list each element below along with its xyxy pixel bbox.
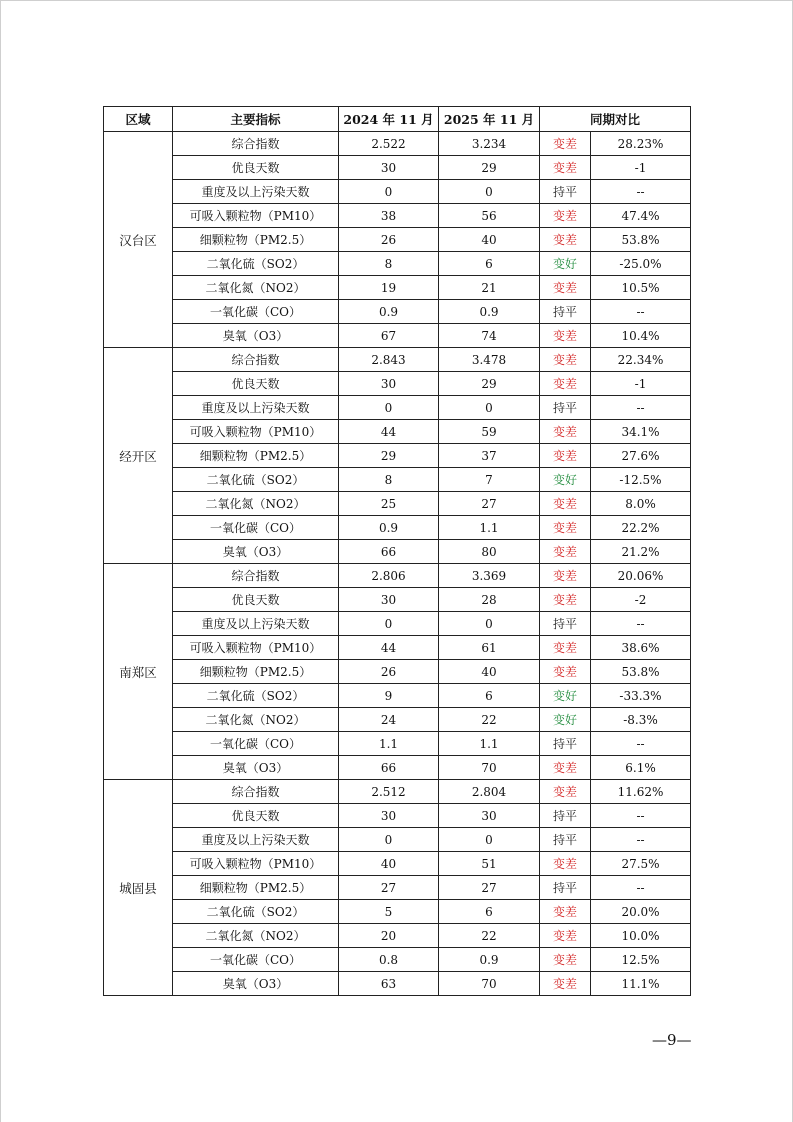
region-name: 汉台区 xyxy=(104,132,173,348)
indicator-name: 臭氧（O3） xyxy=(173,972,339,996)
value-2024: 20 xyxy=(339,924,439,948)
indicator-name: 优良天数 xyxy=(173,588,339,612)
trend-label: 变差 xyxy=(540,540,591,564)
indicator-name: 可吸入颗粒物（PM10） xyxy=(173,204,339,228)
change-value: 10.5% xyxy=(591,276,691,300)
header-2025: 2025 年 11 月 xyxy=(439,107,540,132)
value-2024: 63 xyxy=(339,972,439,996)
value-2024: 0 xyxy=(339,180,439,204)
change-value: 34.1% xyxy=(591,420,691,444)
table-row xyxy=(104,540,691,564)
trend-label: 持平 xyxy=(540,876,591,900)
indicator-name: 二氧化硫（SO2） xyxy=(173,900,339,924)
value-2025: 22 xyxy=(439,708,540,732)
change-value: 27.6% xyxy=(591,444,691,468)
change-value: 10.4% xyxy=(591,324,691,348)
table-row xyxy=(104,324,691,348)
value-2024: 2.806 xyxy=(339,564,439,588)
indicator-name: 细颗粒物（PM2.5） xyxy=(173,444,339,468)
change-value: -- xyxy=(591,396,691,420)
table-row xyxy=(104,780,691,804)
value-2025: 0 xyxy=(439,828,540,852)
trend-label: 变差 xyxy=(540,516,591,540)
change-value: 38.6% xyxy=(591,636,691,660)
value-2025: 6 xyxy=(439,252,540,276)
value-2025: 6 xyxy=(439,900,540,924)
table-row xyxy=(104,444,691,468)
trend-label: 变差 xyxy=(540,156,591,180)
table-row xyxy=(104,468,691,492)
value-2024: 44 xyxy=(339,636,439,660)
trend-label: 变差 xyxy=(540,492,591,516)
table-row xyxy=(104,132,691,156)
value-2024: 0.8 xyxy=(339,948,439,972)
trend-label: 持平 xyxy=(540,300,591,324)
change-value: 22.2% xyxy=(591,516,691,540)
value-2025: 7 xyxy=(439,468,540,492)
change-value: -1 xyxy=(591,156,691,180)
page-number: —9— xyxy=(652,1031,692,1049)
trend-label: 变差 xyxy=(540,204,591,228)
table-row xyxy=(104,204,691,228)
indicator-name: 一氧化碳（CO） xyxy=(173,732,339,756)
indicator-name: 优良天数 xyxy=(173,804,339,828)
value-2024: 66 xyxy=(339,540,439,564)
value-2025: 27 xyxy=(439,876,540,900)
value-2025: 0 xyxy=(439,396,540,420)
value-2024: 5 xyxy=(339,900,439,924)
table-row xyxy=(104,636,691,660)
page-border xyxy=(0,0,793,1)
header-comparison: 同期对比 xyxy=(540,107,691,132)
indicator-name: 细颗粒物（PM2.5） xyxy=(173,660,339,684)
trend-label: 变好 xyxy=(540,684,591,708)
change-value: 8.0% xyxy=(591,492,691,516)
table-body xyxy=(104,132,691,996)
air-quality-table xyxy=(103,106,691,996)
table-row xyxy=(104,660,691,684)
value-2024: 30 xyxy=(339,372,439,396)
indicator-name: 优良天数 xyxy=(173,372,339,396)
table-row xyxy=(104,924,691,948)
table-row xyxy=(104,300,691,324)
trend-label: 变差 xyxy=(540,228,591,252)
trend-label: 持平 xyxy=(540,396,591,420)
trend-label: 持平 xyxy=(540,732,591,756)
value-2025: 74 xyxy=(439,324,540,348)
change-value: 12.5% xyxy=(591,948,691,972)
value-2024: 40 xyxy=(339,852,439,876)
change-value: 22.34% xyxy=(591,348,691,372)
value-2025: 0.9 xyxy=(439,948,540,972)
change-value: -- xyxy=(591,804,691,828)
change-value: -- xyxy=(591,180,691,204)
value-2024: 38 xyxy=(339,204,439,228)
value-2025: 28 xyxy=(439,588,540,612)
value-2025: 3.234 xyxy=(439,132,540,156)
value-2025: 6 xyxy=(439,684,540,708)
trend-label: 变好 xyxy=(540,708,591,732)
change-value: -33.3% xyxy=(591,684,691,708)
value-2025: 56 xyxy=(439,204,540,228)
change-value: 47.4% xyxy=(591,204,691,228)
indicator-name: 一氧化碳（CO） xyxy=(173,948,339,972)
value-2025: 1.1 xyxy=(439,516,540,540)
indicator-name: 臭氧（O3） xyxy=(173,324,339,348)
table-header-row xyxy=(104,107,691,132)
value-2025: 0 xyxy=(439,612,540,636)
change-value: 20.0% xyxy=(591,900,691,924)
indicator-name: 二氧化氮（NO2） xyxy=(173,492,339,516)
indicator-name: 一氧化碳（CO） xyxy=(173,300,339,324)
trend-label: 变差 xyxy=(540,852,591,876)
value-2025: 59 xyxy=(439,420,540,444)
trend-label: 变差 xyxy=(540,756,591,780)
table-row xyxy=(104,732,691,756)
value-2025: 40 xyxy=(439,660,540,684)
trend-label: 持平 xyxy=(540,612,591,636)
indicator-name: 二氧化硫（SO2） xyxy=(173,468,339,492)
value-2025: 3.369 xyxy=(439,564,540,588)
table-row xyxy=(104,348,691,372)
indicator-name: 臭氧（O3） xyxy=(173,540,339,564)
change-value: 53.8% xyxy=(591,660,691,684)
value-2024: 0.9 xyxy=(339,516,439,540)
value-2024: 30 xyxy=(339,156,439,180)
indicator-name: 二氧化氮（NO2） xyxy=(173,924,339,948)
trend-label: 变差 xyxy=(540,948,591,972)
value-2024: 0 xyxy=(339,612,439,636)
indicator-name: 二氧化氮（NO2） xyxy=(173,276,339,300)
trend-label: 变差 xyxy=(540,132,591,156)
table-row xyxy=(104,156,691,180)
value-2024: 27 xyxy=(339,876,439,900)
value-2024: 2.522 xyxy=(339,132,439,156)
value-2025: 70 xyxy=(439,972,540,996)
header-2024: 2024 年 11 月 xyxy=(339,107,439,132)
value-2024: 30 xyxy=(339,588,439,612)
table-row xyxy=(104,588,691,612)
trend-label: 持平 xyxy=(540,828,591,852)
table-row xyxy=(104,708,691,732)
change-value: 53.8% xyxy=(591,228,691,252)
region-name: 城固县 xyxy=(104,780,173,996)
trend-label: 变差 xyxy=(540,924,591,948)
indicator-name: 一氧化碳（CO） xyxy=(173,516,339,540)
value-2024: 66 xyxy=(339,756,439,780)
value-2025: 3.478 xyxy=(439,348,540,372)
trend-label: 变差 xyxy=(540,972,591,996)
table-row xyxy=(104,828,691,852)
change-value: 10.0% xyxy=(591,924,691,948)
value-2024: 25 xyxy=(339,492,439,516)
value-2024: 0 xyxy=(339,828,439,852)
trend-label: 变差 xyxy=(540,420,591,444)
value-2025: 29 xyxy=(439,156,540,180)
value-2024: 2.512 xyxy=(339,780,439,804)
table-row xyxy=(104,276,691,300)
trend-label: 变好 xyxy=(540,468,591,492)
change-value: -- xyxy=(591,300,691,324)
table-row xyxy=(104,372,691,396)
header-region: 区域 xyxy=(104,107,173,132)
change-value: -25.0% xyxy=(591,252,691,276)
value-2025: 2.804 xyxy=(439,780,540,804)
indicator-name: 可吸入颗粒物（PM10） xyxy=(173,852,339,876)
value-2024: 2.843 xyxy=(339,348,439,372)
value-2024: 29 xyxy=(339,444,439,468)
trend-label: 变差 xyxy=(540,276,591,300)
value-2025: 29 xyxy=(439,372,540,396)
table-row xyxy=(104,252,691,276)
trend-label: 持平 xyxy=(540,804,591,828)
trend-label: 持平 xyxy=(540,180,591,204)
indicator-name: 细颗粒物（PM2.5） xyxy=(173,228,339,252)
change-value: 6.1% xyxy=(591,756,691,780)
table-row xyxy=(104,516,691,540)
indicator-name: 二氧化硫（SO2） xyxy=(173,252,339,276)
change-value: -2 xyxy=(591,588,691,612)
change-value: -12.5% xyxy=(591,468,691,492)
trend-label: 变好 xyxy=(540,252,591,276)
table-row xyxy=(104,492,691,516)
trend-label: 变差 xyxy=(540,780,591,804)
table-row xyxy=(104,852,691,876)
change-value: 21.2% xyxy=(591,540,691,564)
table-row xyxy=(104,756,691,780)
change-value: -1 xyxy=(591,372,691,396)
value-2024: 0.9 xyxy=(339,300,439,324)
table-row xyxy=(104,612,691,636)
value-2025: 22 xyxy=(439,924,540,948)
indicator-name: 臭氧（O3） xyxy=(173,756,339,780)
value-2024: 1.1 xyxy=(339,732,439,756)
table-row xyxy=(104,396,691,420)
region-name: 经开区 xyxy=(104,348,173,564)
page-border xyxy=(0,0,1,1122)
value-2025: 21 xyxy=(439,276,540,300)
table-row xyxy=(104,684,691,708)
trend-label: 变差 xyxy=(540,588,591,612)
value-2024: 24 xyxy=(339,708,439,732)
value-2025: 40 xyxy=(439,228,540,252)
value-2024: 44 xyxy=(339,420,439,444)
trend-label: 变差 xyxy=(540,324,591,348)
value-2025: 61 xyxy=(439,636,540,660)
indicator-name: 综合指数 xyxy=(173,780,339,804)
trend-label: 变差 xyxy=(540,636,591,660)
change-value: -- xyxy=(591,732,691,756)
value-2025: 0 xyxy=(439,180,540,204)
change-value: 27.5% xyxy=(591,852,691,876)
indicator-name: 综合指数 xyxy=(173,564,339,588)
value-2025: 27 xyxy=(439,492,540,516)
table-row xyxy=(104,876,691,900)
value-2025: 0.9 xyxy=(439,300,540,324)
table-row xyxy=(104,180,691,204)
table-row xyxy=(104,228,691,252)
indicator-name: 可吸入颗粒物（PM10） xyxy=(173,420,339,444)
table-row xyxy=(104,420,691,444)
table-row xyxy=(104,972,691,996)
region-name: 南郑区 xyxy=(104,564,173,780)
value-2025: 70 xyxy=(439,756,540,780)
indicator-name: 重度及以上污染天数 xyxy=(173,180,339,204)
header-indicator: 主要指标 xyxy=(173,107,339,132)
value-2025: 37 xyxy=(439,444,540,468)
value-2024: 9 xyxy=(339,684,439,708)
change-value: -- xyxy=(591,828,691,852)
indicator-name: 优良天数 xyxy=(173,156,339,180)
indicator-name: 综合指数 xyxy=(173,348,339,372)
value-2025: 80 xyxy=(439,540,540,564)
change-value: -8.3% xyxy=(591,708,691,732)
change-value: -- xyxy=(591,876,691,900)
value-2024: 67 xyxy=(339,324,439,348)
indicator-name: 细颗粒物（PM2.5） xyxy=(173,876,339,900)
change-value: 28.23% xyxy=(591,132,691,156)
change-value: 20.06% xyxy=(591,564,691,588)
indicator-name: 重度及以上污染天数 xyxy=(173,828,339,852)
value-2024: 8 xyxy=(339,468,439,492)
indicator-name: 重度及以上污染天数 xyxy=(173,396,339,420)
value-2024: 19 xyxy=(339,276,439,300)
table-row xyxy=(104,804,691,828)
indicator-name: 可吸入颗粒物（PM10） xyxy=(173,636,339,660)
value-2025: 1.1 xyxy=(439,732,540,756)
table-row xyxy=(104,948,691,972)
value-2024: 8 xyxy=(339,252,439,276)
indicator-name: 二氧化氮（NO2） xyxy=(173,708,339,732)
trend-label: 变差 xyxy=(540,900,591,924)
change-value: -- xyxy=(591,612,691,636)
value-2025: 30 xyxy=(439,804,540,828)
trend-label: 变差 xyxy=(540,564,591,588)
value-2024: 30 xyxy=(339,804,439,828)
indicator-name: 综合指数 xyxy=(173,132,339,156)
trend-label: 变差 xyxy=(540,444,591,468)
value-2024: 26 xyxy=(339,660,439,684)
change-value: 11.1% xyxy=(591,972,691,996)
table-row xyxy=(104,900,691,924)
indicator-name: 二氧化硫（SO2） xyxy=(173,684,339,708)
change-value: 11.62% xyxy=(591,780,691,804)
trend-label: 变差 xyxy=(540,372,591,396)
value-2024: 0 xyxy=(339,396,439,420)
value-2024: 26 xyxy=(339,228,439,252)
table-row xyxy=(104,564,691,588)
trend-label: 变差 xyxy=(540,348,591,372)
value-2025: 51 xyxy=(439,852,540,876)
trend-label: 变差 xyxy=(540,660,591,684)
indicator-name: 重度及以上污染天数 xyxy=(173,612,339,636)
